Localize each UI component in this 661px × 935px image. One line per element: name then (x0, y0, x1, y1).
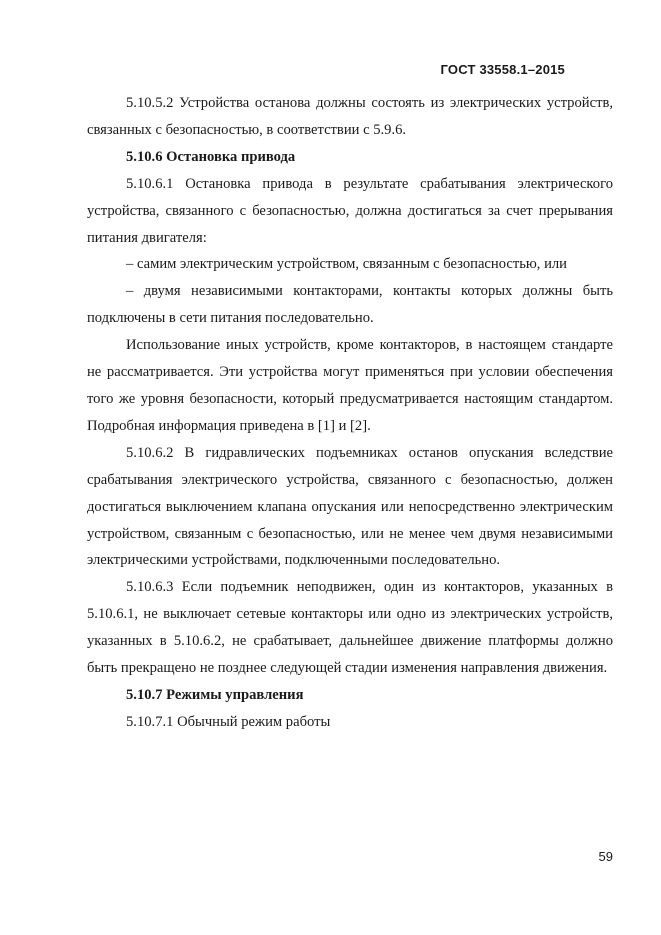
paragraph-other-devices: Использование иных устройств, кроме контакторов, в настоящем стандарте не рассматривается. Эти устройства могут применяться при условии обеспечения того же уровня безопасности, который предусматривается настоящим стандартом. Подробная информация приведена в [1] и [2]. (87, 337, 613, 434)
list-item-dash-2: – двумя независимыми контакторами, контакты которых должны быть подключены в сети питания последовательно. (87, 283, 613, 327)
paragraph-5-10-6-1: 5.10.6.1 Остановка привода в результате срабатывания электрического устройства, связанного с безопасностью, должна достигаться за счет прерывания питания двигателя: (87, 175, 613, 246)
page-body (87, 90, 613, 736)
section-heading-5-10-6: 5.10.6 Остановка привода (126, 148, 296, 165)
list-item-dash-1: – самим электрическим устройством, связанным с безопасностью, или (126, 256, 567, 273)
paragraph-5-10-5-2: 5.10.5.2 Устройства останова должны состоять из электрических устройств, связанных с безопасностью, в соответствии с 5.9.6. (87, 95, 613, 138)
document-header-standard: ГОСТ 33558.1–2015 (440, 62, 565, 77)
paragraph-5-10-7-1: 5.10.7.1 Обычный режим работы (126, 713, 331, 730)
section-heading-5-10-7: 5.10.7 Режимы управления (126, 686, 304, 703)
paragraph-5-10-6-3: 5.10.6.3 Если подъемник неподвижен, один из контакторов, указанных в 5.10.6.1, не выключает сетевые контакторы или одно из электрических устройств, указанных в 5.10.6.2, не срабатывает, дальнейшее движение платформы должно быть прекращено не позднее следующей стадии изменения направления движения. (87, 579, 613, 677)
page-number: 59 (598, 849, 613, 864)
paragraph-5-10-6-2: 5.10.6.2 В гидравлических подъемниках останов опускания вследствие срабатывания электрического устройства, связанного с безопасностью, должен достигаться выключением клапана опускания или непосредственно электрическим устройством, связанным с безопасностью, или не менее чем двумя независимыми электрическими устройствами, подключенными последовательно. (87, 444, 613, 569)
